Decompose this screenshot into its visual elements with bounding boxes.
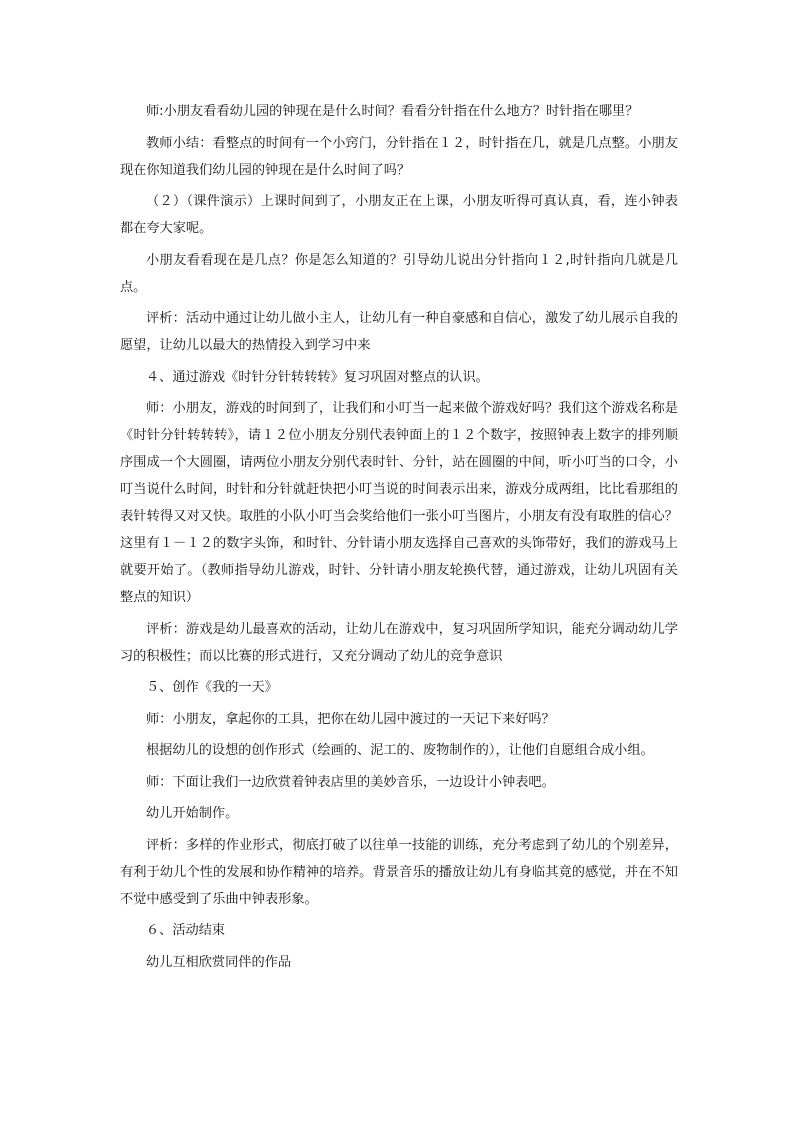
paragraph-teacher-music: 师：下面让我们一边欣赏着钟表店里的美妙音乐，一边设计小钟表吧。 [146,774,555,790]
paragraph-appreciate-works: 幼儿互相欣赏同伴的作品 [146,954,292,970]
section-heading-6: ６、活动结束 [146,923,226,938]
paragraph-comment-3: 评析：多样的作业形式，彻底打破了以往单一技能的训练，充分考虑到了幼儿的个别差异，有利于幼儿个性的发展和协作精神的培养。背景音乐的播放让幼儿有身临其竟的感觉，并在不知不觉中感受到了乐曲中钟表形象。 [120,837,678,907]
paragraph-teacher-tools: 师：小朋友，拿起你的工具，把你在幼儿园中渡过的一天记下来好吗？ [146,711,555,727]
paragraph-comment-2: 评析：游戏是幼儿最喜欢的活动，让幼儿在游戏中，复习巩固所学知识，能充分调动幼儿学习的积极性；而以比赛的形式进行，又充分调动了幼儿的竞争意识 [120,621,678,664]
paragraph-comment-1: 评析：活动中通过让幼儿做小主人，让幼儿有一种自豪感和自信心，激发了幼儿展示自我的愿望，让幼儿以最大的热情投入到学习中来 [120,311,678,353]
document-body [120,98,678,980]
section-heading-5: ５、创作《我的一天》 [146,680,278,695]
section-heading-4: ４、通过游戏《时针分针转转转》复习巩固对整点的认识。 [146,369,489,385]
paragraph-guide-children: 小朋友看看现在是几点？你是怎么知道的？引导幼儿说出分针指向１２,时针指向几就是几点。 [120,252,678,295]
paragraph-courseware-demo: （２）（课件演示）上课时间到了，小朋友正在上课，小朋友听得可真认真，看，连小钟表都在夸大家呢。 [120,194,678,236]
paragraph-game-instructions: 师：小朋友，游戏的时间到了，让我们和小叮当一起来做个游戏好吗？我们这个游戏名称是《时针分针转转转》，请１２位小朋友分别代表钟面上的１２个数字，按照钟表上数字的排列顺序围成一个大圆圈，请两位小朋友分别代表时针、分针，站在圆圈的中间，听小叮当的口令，小叮当说什么时间，时针和分针就赶快把小叮当说的时间表示出来，游戏分成两组，比比看那组的表针转得又对又快。取胜的小队小叮当会奖给他们一张小叮当图片，小朋友有没有取胜的信心？这里有１－１２的数字头饰，和时针、分针请小朋友选择自己喜欢的头饰带好，我们的游戏马上就要开始了。（教师指导幼儿游戏，时针、分针请小朋友轮换代替，通过游戏，让幼儿巩固有关整点的知识） [120,401,678,605]
paragraph-start-making: 幼儿开始制作。 [146,806,239,821]
paragraph-creation-forms: 根据幼儿的设想的创作形式（绘画的、泥工的、废物制作的），让他们自愿组合成小组。 [146,743,654,758]
paragraph-teacher-summary: 教师小结：看整点的时间有一个小窍门，分针指在１２，时针指在几，就是几点整。小朋友现在你知道我们幼儿园的钟现在是什么时间了吗？ [120,135,678,178]
paragraph-teacher-question: 师:小朋友看看幼儿园的钟现在是什么时间？看看分针指在什么地方？时针指在哪里？ [146,104,639,119]
